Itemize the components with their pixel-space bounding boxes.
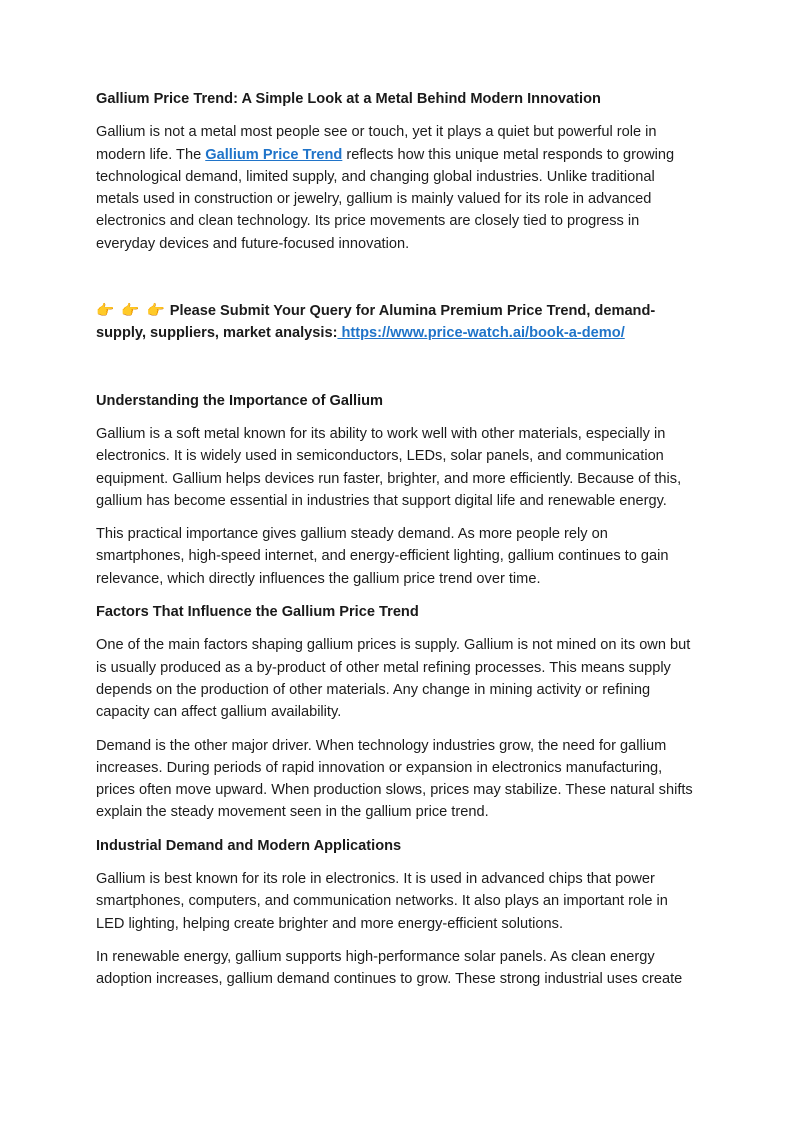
section-paragraph: Demand is the other major driver. When technology industries grow, the need for gallium increases. During periods of rapid innovation or expansion in electronics manufacturing, prices often move upward. When production slows, prices may stabilize. These natural shifts explain the steady movement seen in the gallium price trend. — [96, 737, 693, 821]
blank-line — [96, 266, 698, 300]
book-a-demo-link[interactable]: https://www.price-watch.ai/book-a-demo/ — [337, 325, 625, 342]
intro-paragraph — [96, 121, 698, 255]
section-paragraph: This practical importance gives gallium steady demand. As more people rely on smartphones, high-speed internet, and energy-efficient lighting, gallium continues to gain relevance, which directly influences the gallium price trend over time. — [96, 526, 669, 587]
section-paragraph: One of the main factors shaping gallium prices is supply. Gallium is not mined on its own but is usually produced as a by-product of other metal refining processes. This means supply depends on the production of other materials. Any change in mining activity or refining capacity can affect gallium availability. — [96, 637, 691, 721]
section-paragraph: Gallium is best known for its role in electronics. It is used in advanced chips that power smartphones, computers, and communication networks. It also plays an important role in LED lighting, helping create brighter and more energy-efficient solutions. — [96, 871, 668, 932]
cta-paragraph — [96, 300, 698, 345]
intro-text-after-link: reflects how this unique metal responds to growing technological demand, limited supply, and changing global industries. Unlike traditional metals used in construction or jewelry, gallium is mainly valued for its role in advanced electronics and clean technology. Its price movements are closely tied to progress in everyday devices and future-focused innovation. — [96, 146, 675, 252]
document-title: Gallium Price Trend: A Simple Look at a Metal Behind Modern Innovation — [96, 91, 601, 107]
section-paragraph: In renewable energy, gallium supports high-performance solar panels. As clean energy adoption increases, gallium demand continues to grow. These strong industrial uses create — [96, 948, 683, 988]
section-heading-industrial: Industrial Demand and Modern Applications — [96, 837, 402, 854]
pointing-right-emoji: 👉 👉 👉 — [96, 302, 166, 320]
gallium-price-trend-link[interactable]: Gallium Price Trend — [205, 146, 343, 163]
cta-text: Please Submit Your Query for Alumina Premium Price Trend, demand-supply, suppliers, market analysis: — [96, 303, 656, 342]
section-heading-importance: Understanding the Importance of Gallium — [96, 392, 384, 409]
section-paragraph: Gallium is a soft metal known for its ability to work well with other materials, especially in electronics. It is widely used in semiconductors, LEDs, solar panels, and communication equipment. Gallium helps devices run faster, brighter, and more efficiently. Because of this, gallium has become essential in industries that support digital life and renewable energy. — [96, 425, 682, 509]
blank-line — [96, 356, 698, 390]
section-heading-factors: Factors That Influence the Gallium Price Trend — [96, 604, 419, 621]
intro-text-before-link: Gallium is not a metal most people see or touch, yet it plays a quiet but powerful role in modern life. The — [96, 124, 657, 163]
